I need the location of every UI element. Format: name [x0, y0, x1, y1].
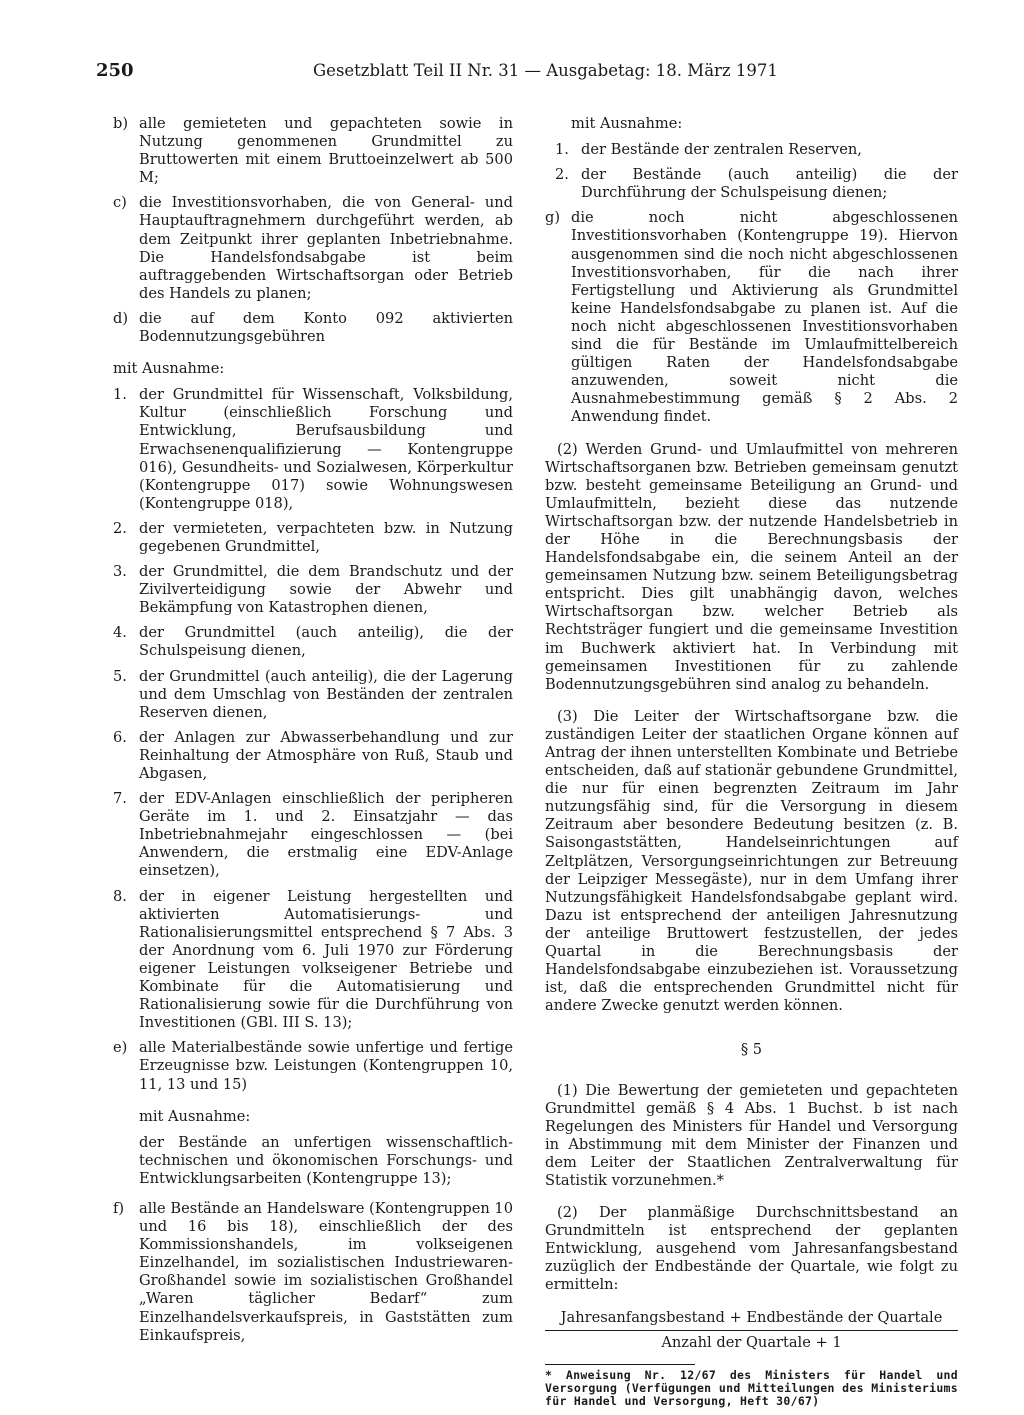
exception-item	[555, 141, 958, 159]
footnote-divider	[545, 1364, 695, 1365]
list-item-f	[113, 1200, 513, 1345]
average-formula	[545, 1309, 958, 1352]
exception-number: 2.	[555, 166, 569, 184]
exception-heading: mit Ausnahme:	[113, 360, 225, 378]
exception-item	[555, 166, 958, 202]
exception-text: der Grundmittel (auch anteilig), die der Schulspeisung dienen,	[139, 624, 513, 660]
exception-text: der Bestände (auch anteilig) die der Durchführung der Schulspeisung dienen;	[581, 166, 958, 202]
page-number: 250	[96, 60, 134, 81]
exception-heading: mit Ausnahme:	[571, 115, 683, 132]
exception-text: der Grundmittel (auch anteilig), die der Lagerung und dem Umschlag von Beständen der zentralen Reserven dienen,	[139, 667, 513, 721]
running-title: Gesetzblatt Teil II Nr. 31 — Ausgabetag: 18. März 1971	[313, 61, 778, 80]
paragraph-3: (3) Die Leiter der Wirtschaftsorgane bzw. die zuständigen Leiter der staatlichen Organe können auf Antrag der ihnen unterstellten Kombinate und Betriebe entscheiden, daß auf stationär gebundene Grundmittel, die nur für einen begrenzten Zeitraum im Jahr nutzungsfähig sind, für die Versorgung in diesem Zeitraum aber besondere Bedeutung besitzen (z. B. Saisongaststätten, Handelseinrichtungen auf Zeltplätzen, Versorgungseinrichtungen zur Betreuung der Leipziger Messegäste), nur in dem Umfang ihrer Nutzungsfähigkeit Handelsfondsabgabe geplant wird. Dazu ist entsprechend der anteiligen Jahresnutzung der anteilige Bruttowert festzustellen, der jedes Quartal in die Berechnungsbasis der Handelsfondsabgabe einzubeziehen ist. Voraussetzung ist, daß die entsprechenden Grundmittel nicht für andere Zwecke genutzt werden können.	[545, 707, 958, 1015]
page-header	[96, 60, 778, 82]
section-heading: § 5	[740, 1041, 763, 1059]
item-text: die auf dem Konto 092 aktivierten Bodennutzungsgebühren	[139, 309, 513, 346]
exception-number: 7.	[113, 790, 127, 808]
formula-denominator: Anzahl der Quartale + 1	[661, 1333, 842, 1351]
item-text: alle gemieteten und gepachteten sowie in Nutzung genommenen Grundmittel zu Bruttowerten mit einem Bruttoeinzelwert ab 500 M;	[139, 115, 513, 187]
section-5-paragraph-2: (2) Der planmäßige Durchschnittsbestand an Grundmitteln ist entsprechend der geplanten Entwicklung, ausgehend vom Jahresanfangsbestand zuzüglich der Endbestände der Quartale, wie folgt zu ermitteln:	[545, 1204, 958, 1294]
exception-heading: mit Ausnahme:	[139, 1107, 251, 1125]
exception-number: 5.	[113, 667, 127, 685]
exception-item	[113, 386, 513, 513]
item-label: d)	[113, 309, 129, 327]
left-column	[113, 115, 513, 1352]
exception-text: der in eigener Leistung hergestellten und aktivierten Automatisierungs- und Rationalisierungsmittel entsprechend § 7 Abs. 3 der Anordnung vom 6. Juli 1970 zur Förderung eigener Leistungen volkseigener Betriebe und Kombinate für die Automatisierung und Rationalisierung sowie für die Durchführung von Investitionen (GBl. III S. 13);	[139, 887, 513, 1032]
exception-item	[113, 729, 513, 783]
exception-number: 6.	[113, 728, 127, 746]
exception-text: der Grundmittel für Wissenschaft, Volksbildung, Kultur (einschließlich Forschung und Entwicklung, Berufsausbildung und Erwachsenenqualifizierung — Kontengruppe 016), Gesundheits- und Sozialwesen, Körperkultur (Kontengruppe 017) sowie Wohnungswesen (Kontengruppe 018),	[139, 386, 513, 512]
exception-number: 1.	[555, 141, 569, 159]
exception-text: der Grundmittel, die dem Brandschutz und der Zivilverteidigung sowie der Abwehr und Bekämpfung von Katastrophen dienen,	[139, 563, 513, 617]
item-text: die Investitionsvorhaben, die von General- und Hauptauftragnehmern durchgeführt werden, ab dem Zeitpunkt ihrer geplanten Inbetriebnahme. Die Handelsfondsabgabe ist beim auftraggebenden Wirtschaftsorgan oder Betrieb des Handels zu planen;	[139, 194, 513, 302]
formula-numerator: Jahresanfangsbestand + Endbestände der Quartale	[560, 1308, 943, 1326]
fraction-bar	[545, 1330, 958, 1331]
exception-item	[113, 520, 513, 556]
item-text: alle Materialbestände sowie unfertige und fertige Erzeugnisse bzw. Leistungen (Kontengruppen 10, 11, 13 und 15)	[139, 1039, 513, 1093]
list-item-e	[113, 1039, 513, 1093]
footnote: * Anweisung Nr. 12/67 des Ministers für Handel und Versorgung (Verfügungen und Mitteilungen des Ministeriums für Handel und Versorgung, Heft 30/67)	[545, 1367, 958, 1408]
item-label: g)	[545, 209, 561, 227]
exception-text: der EDV-Anlagen einschließlich der peripheren Geräte im 1. und 2. Einsatzjahr — das Inbetriebnahmejahr eingeschlossen — (bei Anwendern, die erstmalig eine EDV-Anlage einsetzen),	[139, 790, 513, 880]
section-5-paragraph-1: (1) Die Bewertung der gemieteten und gepachteten Grundmittel gemäß § 4 Abs. 1 Buchst. b ist nach Regelungen des Ministers für Handel und Versorgung in Abstimmung mit dem Minister der Finanzen und dem Leiter der Staatlichen Zentralverwaltung für Statistik vorzunehmen.*	[545, 1081, 958, 1189]
item-text: die noch nicht abgeschlossenen Investitionsvorhaben (Kontengruppe 19). Hiervon ausgenommen sind die noch nicht abgeschlossenen Investitionsvorhaben, für die nach ihrer Fertigstellung und Aktivierung als Grundmittel keine Handelsfondsabgabe zu planen ist. Auf die noch nicht abgeschlossenen Investitionsvorhaben sind die für Bestände im Umlaufmittelbereich gültigen Raten der Handelsfondsabgabe anzuwenden, soweit nicht die Ausnahmebestimmung gemäß § 2 Abs. 2 Anwendung findet.	[571, 209, 958, 426]
exception-number: 2.	[113, 519, 127, 537]
list-item-c	[113, 194, 513, 303]
item-text: alle Bestände an Handelsware (Kontengruppen 10 und 16 bis 18), einschließlich der des Kommissionshandels, im volkseigenen Einzelhandel, im sozialistischen Industriewaren-Großhandel sowie im sozialistischen Großhandel „Waren täglicher Bedarf“ zum Einzelhandelsverkaufspreis, in Gaststätten zum Einkaufspreis,	[139, 1199, 513, 1344]
right-column	[545, 115, 958, 1415]
item-label: b)	[113, 115, 129, 132]
exception-text: der Bestände an unfertigen wissenschaftlich-technischen und ökonomischen Forschungs- und Entwicklungsarbeiten (Kontengruppe 13);	[139, 1133, 513, 1187]
exception-number: 3.	[113, 563, 127, 581]
exception-text: der Anlagen zur Abwasserbehandlung und zur Reinhaltung der Atmosphäre von Ruß, Staub und Abgasen,	[139, 728, 513, 782]
list-item-d	[113, 310, 513, 346]
exception-number: 8.	[113, 887, 127, 905]
exception-number: 1.	[113, 386, 127, 404]
exception-item	[113, 624, 513, 660]
item-label: f)	[113, 1199, 125, 1217]
exception-item	[113, 563, 513, 617]
item-label: e)	[113, 1039, 128, 1057]
list-item-b	[113, 115, 513, 187]
exception-item	[113, 790, 513, 880]
list-item-g	[545, 209, 958, 426]
item-label: c)	[113, 194, 127, 212]
paragraph-2: (2) Werden Grund- und Umlaufmittel von mehreren Wirtschaftsorganen bzw. Betrieben gemeinsam genutzt bzw. besteht gemeinsame Beteiligung an Grund- und Umlaufmitteln, bezieht diese das nutzende Wirtschaftsorgan bzw. der nutzende Handelsbetrieb in der Höhe in die Berechnungsbasis der Handelsfondsabgabe ein, die seinem Anteil an der gemeinsamen Nutzung bzw. seinem Beteiligungsbetrag entspricht. Dies gilt unabhängig davon, welches Wirtschaftsorgan bzw. welcher Betrieb als Rechtsträger fungiert und die gemeinsame Investition im Buchwerk aktiviert hat. In Verbindung mit gemeinsamen Investitionen für zu zahlende Bodennutzungsgebühren sind analog zu behandeln.	[545, 440, 958, 693]
exception-item	[113, 668, 513, 722]
exception-text: der Bestände der zentralen Reserven,	[581, 141, 862, 159]
exception-item	[113, 888, 513, 1033]
exception-number: 4.	[113, 624, 127, 642]
exception-text: der vermieteten, verpachteten bzw. in Nutzung gegebenen Grundmittel,	[139, 519, 513, 555]
